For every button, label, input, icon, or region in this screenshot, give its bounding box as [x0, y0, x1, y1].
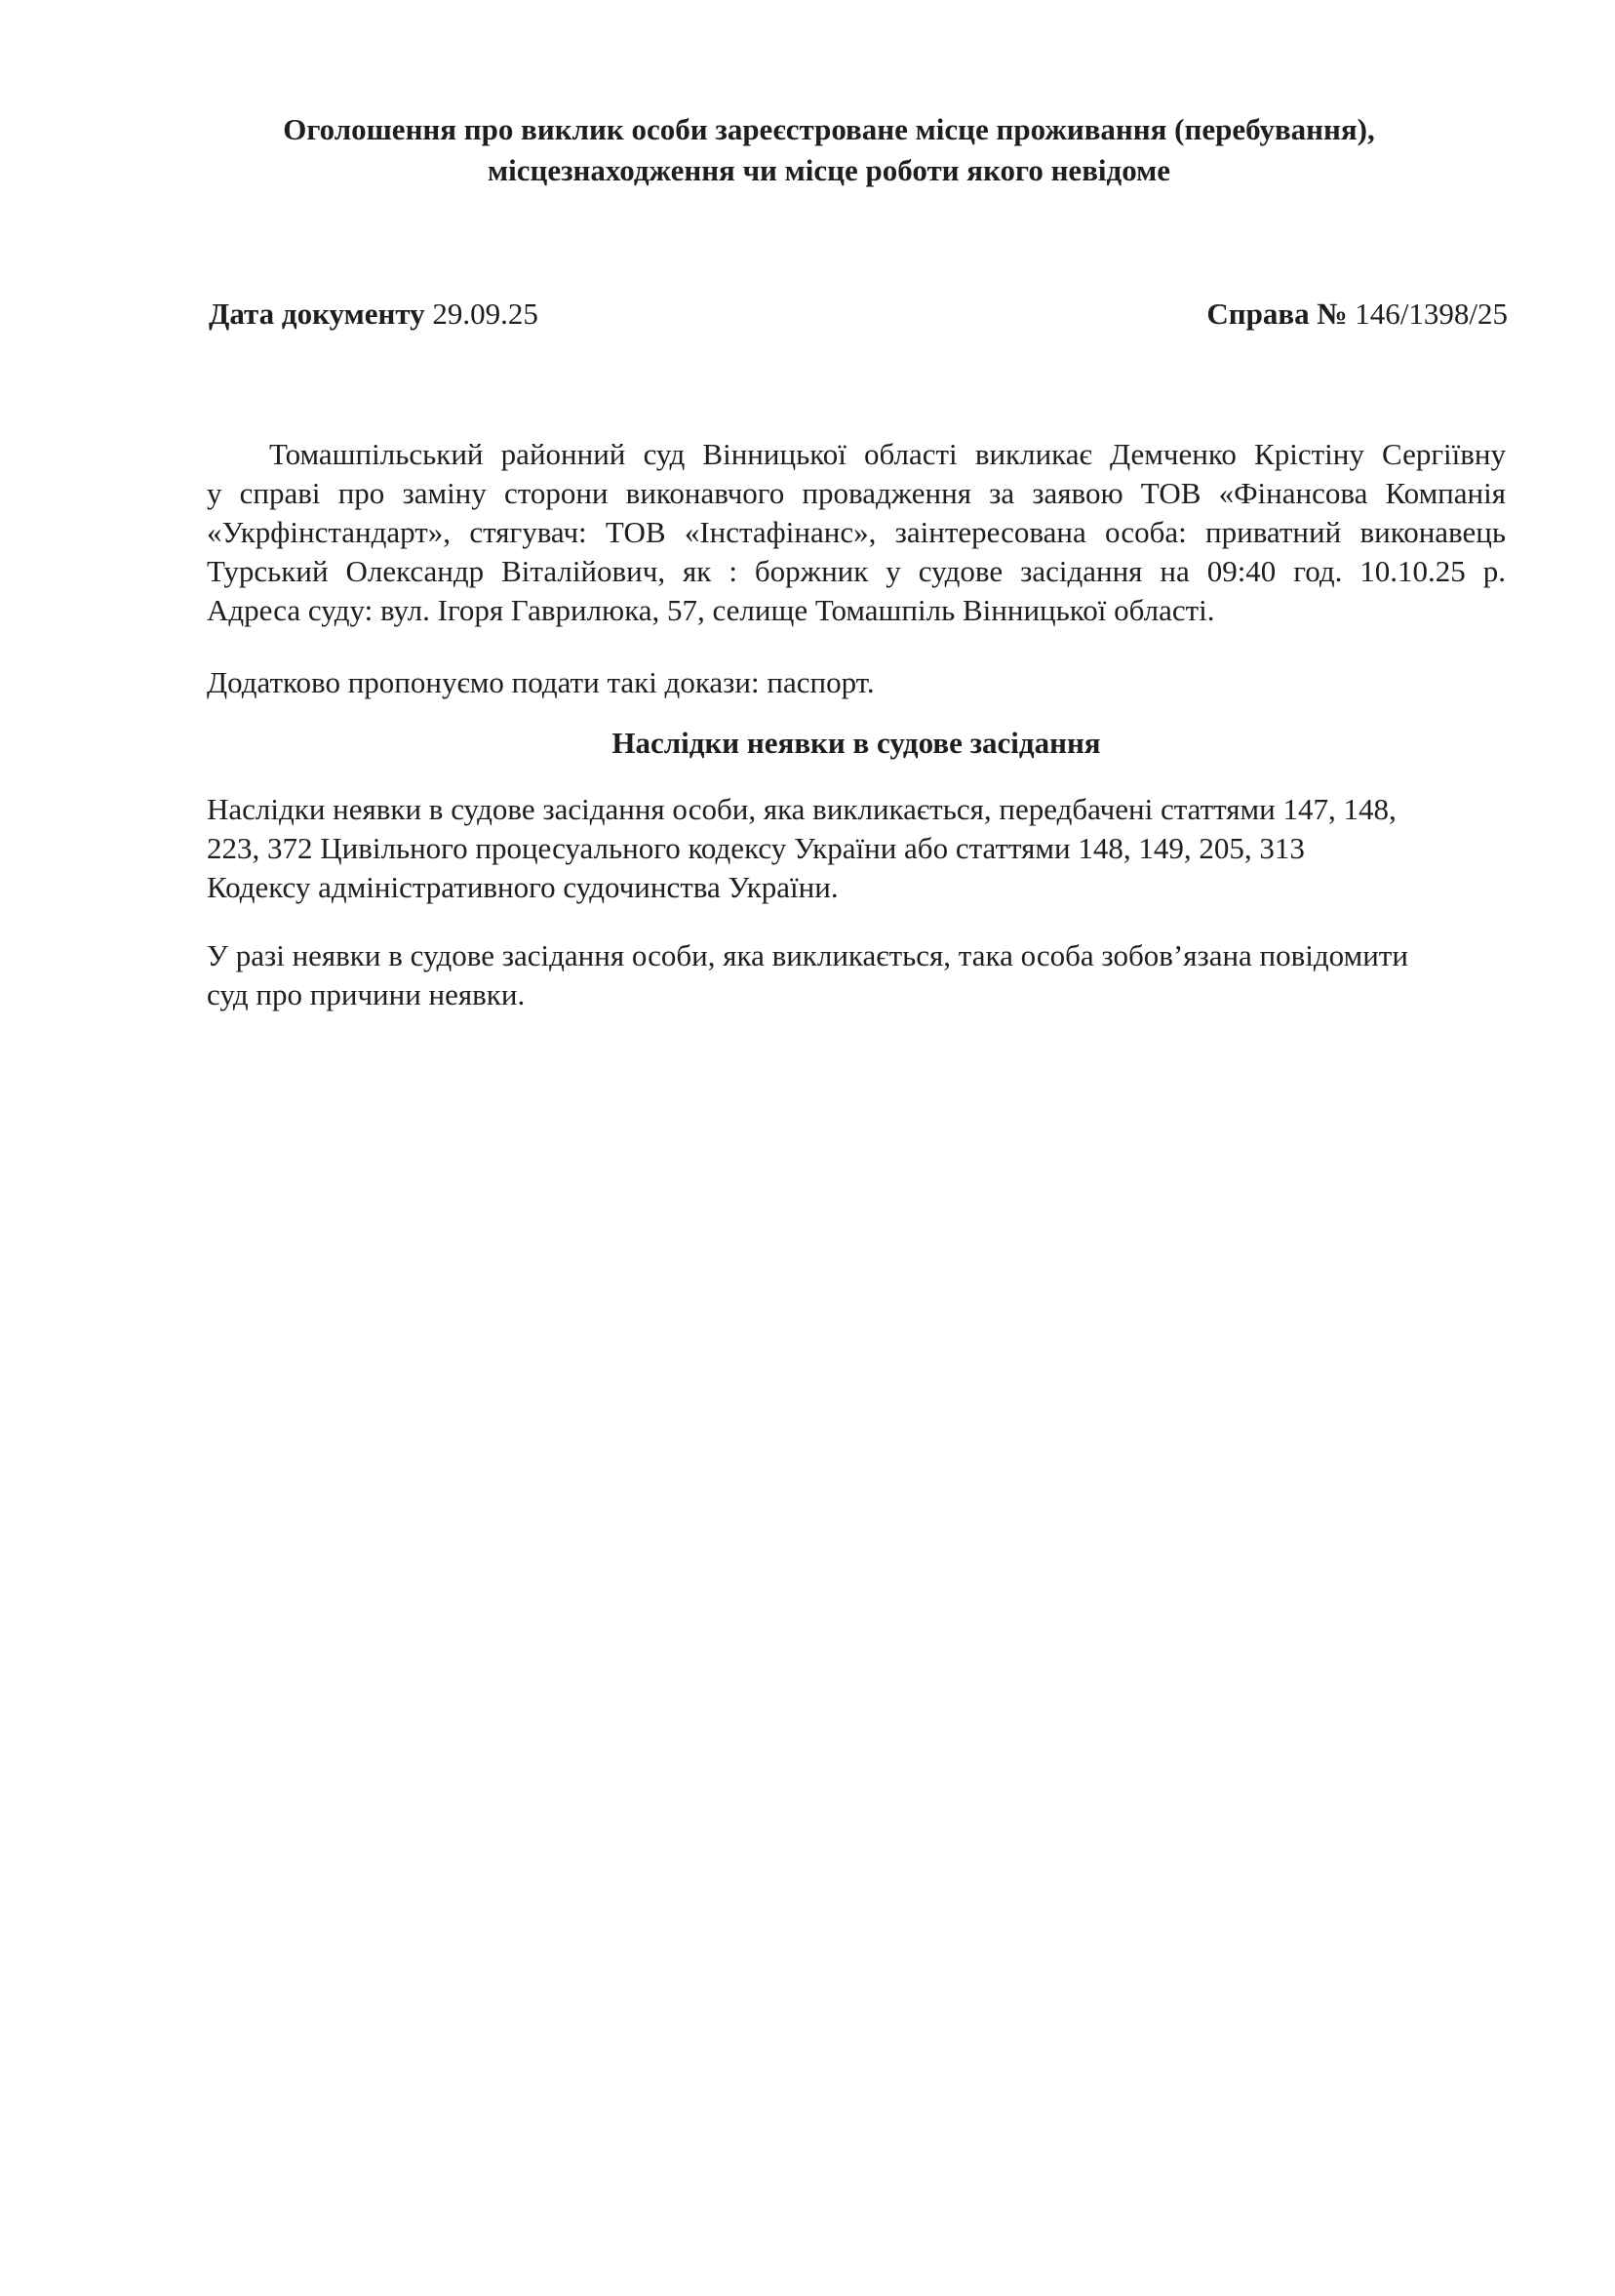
paragraph-4-line: У разі неявки в судове засідання особи, яка викликається, така особа зобов’язана повідомити	[207, 938, 1408, 972]
case-number	[1206, 295, 1508, 334]
paragraph-3-line: Кодексу адміністративного судочинства України.	[207, 870, 839, 904]
date-value: 29.09.25	[432, 297, 538, 331]
paragraph-1-line: Томашпільський районний суд Вінницької області викликає Демченко Крістіну Сергіївну	[269, 437, 1506, 471]
document-title	[195, 109, 1463, 191]
paragraph-1-line: Адреса суду: вул. Ігоря Гаврилюка, 57, селище Томашпіль Вінницької області.	[207, 593, 1215, 627]
case-label: Справа №	[1206, 297, 1348, 331]
title-line-1: Оголошення про виклик особи зареєстроване місце проживання (перебування),	[283, 112, 1375, 146]
title-line-2: місцезнаходження чи місце роботи якого невідоме	[487, 153, 1171, 187]
document-date	[209, 295, 538, 334]
paragraph-evidence: Додатково пропонуємо подати такі докази: паспорт.	[207, 665, 875, 699]
date-label: Дата документу	[209, 297, 425, 331]
paragraph-3-line: 223, 372 Цивільного процесуального кодексу України або статтями 148, 149, 205, 313	[207, 831, 1305, 865]
case-value: 146/1398/25	[1355, 297, 1508, 331]
paragraph-1-line: «Укрфінстандарт», стягувач: ТОВ «Інстафінанс», заінтересована особа: приватний виконавець	[207, 515, 1506, 549]
paragraph-4-line: суд про причини неявки.	[207, 977, 526, 1011]
paragraph-1-line: у справі про заміну сторони виконавчого провадження за заявою ТОВ «Фінансова Компанія	[207, 476, 1506, 510]
section-heading: Наслідки неявки в судове засідання	[611, 726, 1101, 760]
paragraph-3-line: Наслідки неявки в судове засідання особи, яка викликається, передбачені статтями 147, 148,	[207, 792, 1397, 826]
paragraph-1-line: Турський Олександр Віталійович, як : боржник у судове засідання на 09:40 год. 10.10.25 р.	[207, 554, 1506, 588]
